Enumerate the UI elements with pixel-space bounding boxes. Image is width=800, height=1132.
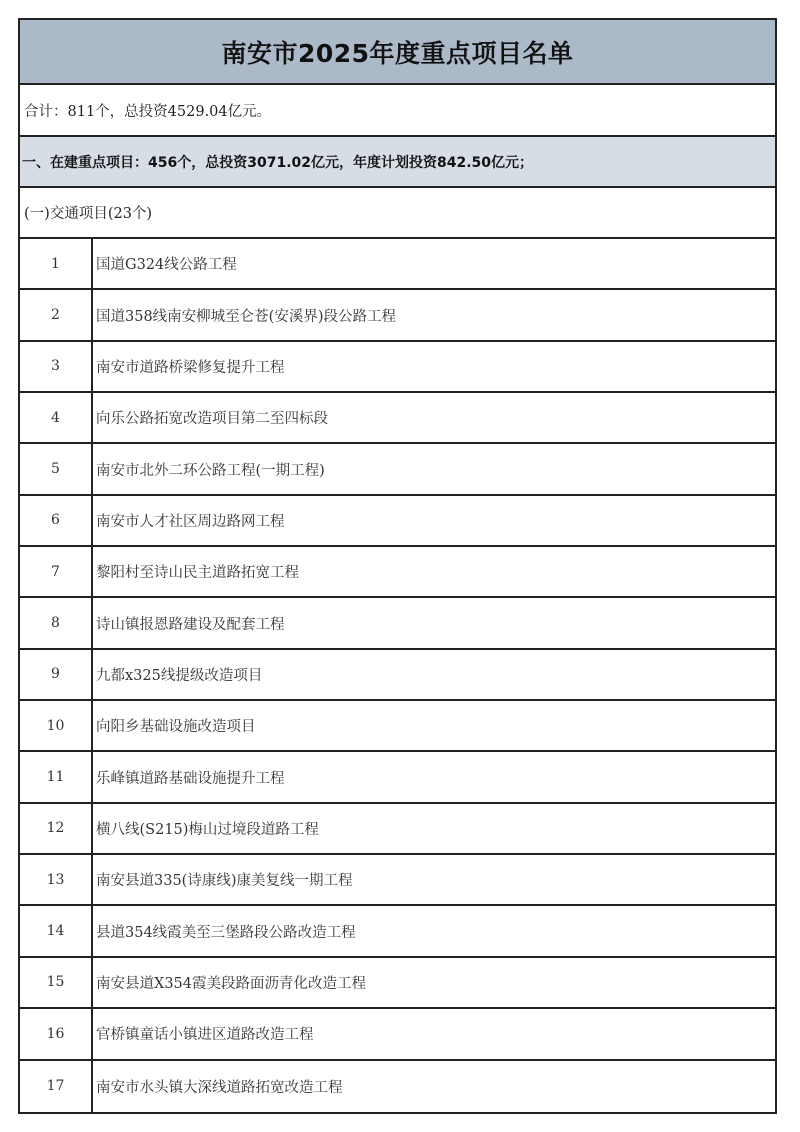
row-number: 10	[20, 701, 93, 750]
table-row	[20, 804, 775, 855]
row-number: 2	[20, 290, 93, 339]
table-row	[20, 958, 775, 1009]
row-number: 14	[20, 906, 93, 955]
table-row	[20, 906, 775, 957]
project-name: 南安市人才社区周边路网工程	[96, 513, 285, 530]
category-header: (一)交通项目(23个)	[24, 206, 153, 222]
document-title: 南安市2025年度重点项目名单	[221, 38, 574, 68]
table-row	[20, 444, 775, 495]
table-row	[20, 1061, 775, 1112]
table-row	[20, 752, 775, 803]
category-header-row	[20, 188, 775, 239]
table-row	[20, 650, 775, 701]
total-summary: 合计：811个，总投资4529.04亿元。	[24, 103, 272, 120]
project-name: 南安市北外二环公路工程(一期工程)	[96, 462, 325, 479]
row-number: 17	[20, 1061, 93, 1112]
table-row	[20, 547, 775, 598]
table-row	[20, 342, 775, 393]
row-number: 11	[20, 752, 93, 801]
row-number: 16	[20, 1009, 93, 1058]
table-row	[20, 855, 775, 906]
row-number: 9	[20, 650, 93, 699]
row-number: 12	[20, 804, 93, 853]
row-number: 5	[20, 444, 93, 493]
section-header-row	[20, 137, 775, 188]
project-name: 诗山镇报恩路建设及配套工程	[96, 616, 285, 633]
table-row	[20, 1009, 775, 1060]
row-number: 1	[20, 239, 93, 288]
table-row	[20, 239, 775, 290]
row-number: 4	[20, 393, 93, 442]
project-name: 九都x325线提级改造项目	[96, 667, 263, 684]
project-name: 南安市水头镇大深线道路拓宽改造工程	[96, 1079, 343, 1096]
row-number: 8	[20, 598, 93, 647]
table-row	[20, 393, 775, 444]
project-name: 国道358线南安柳城至仑苍(安溪界)段公路工程	[96, 308, 396, 325]
total-summary-row	[20, 85, 775, 137]
project-name: 横八线(S215)梅山过境段道路工程	[96, 821, 319, 838]
project-name: 黎阳村至诗山民主道路拓宽工程	[96, 565, 299, 582]
project-name: 南安县道X354霞美段路面沥青化改造工程	[96, 975, 366, 992]
project-name: 向乐公路拓宽改造项目第二至四标段	[96, 411, 328, 428]
project-name: 官桥镇童话小镇进区道路改造工程	[96, 1027, 314, 1044]
table-row	[20, 496, 775, 547]
project-list-table	[18, 18, 777, 1114]
project-name: 南安市道路桥梁修复提升工程	[96, 359, 285, 376]
project-name: 乐峰镇道路基础设施提升工程	[96, 770, 285, 787]
row-number: 3	[20, 342, 93, 391]
project-name: 南安县道335(诗康线)康美复线一期工程	[96, 873, 353, 890]
project-name: 县道354线霞美至三堡路段公路改造工程	[96, 924, 356, 941]
table-row	[20, 701, 775, 752]
row-number: 13	[20, 855, 93, 904]
row-number: 15	[20, 958, 93, 1007]
project-name: 国道G324线公路工程	[96, 257, 237, 274]
section-header: 一、在建重点项目：456个，总投资3071.02亿元，年度计划投资842.50亿元；	[22, 154, 534, 171]
table-row	[20, 290, 775, 341]
table-row	[20, 598, 775, 649]
title-row	[20, 20, 775, 85]
row-number: 6	[20, 496, 93, 545]
row-number: 7	[20, 547, 93, 596]
project-name: 向阳乡基础设施改造项目	[96, 719, 256, 736]
